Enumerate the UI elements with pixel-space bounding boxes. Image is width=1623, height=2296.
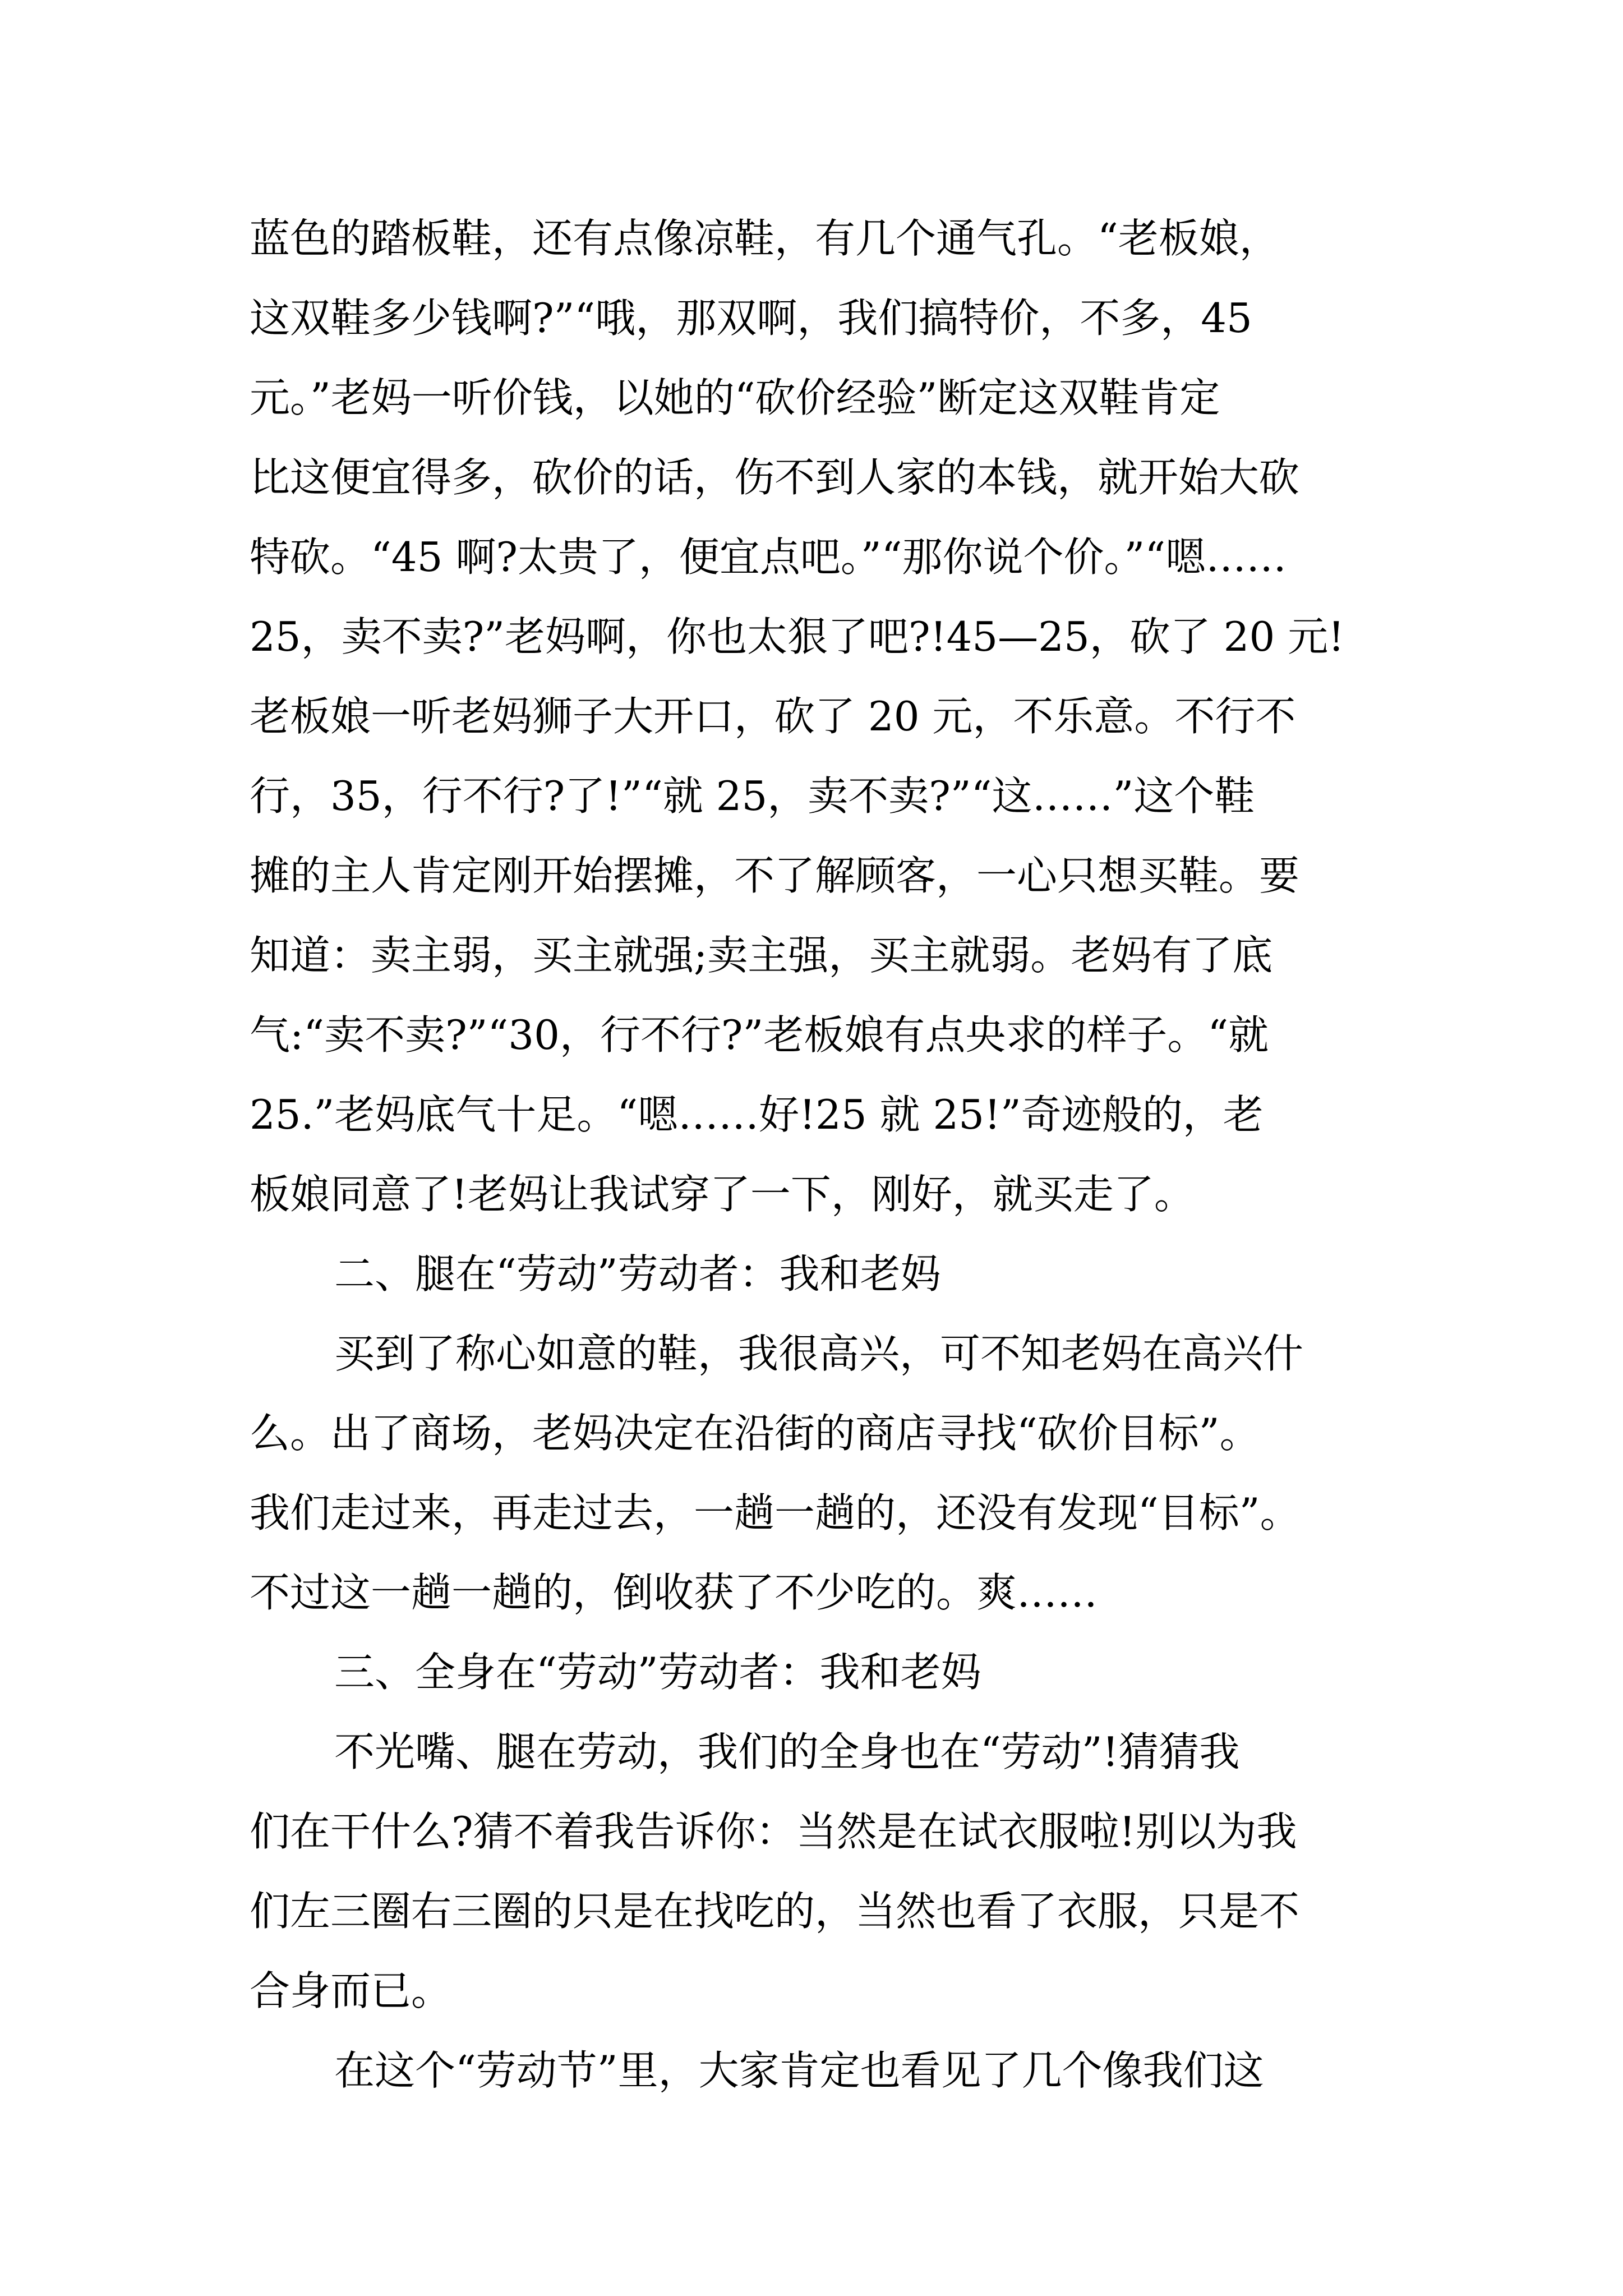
text-line: 摊的主人肯定刚开始摆摊，不了解顾客，一心只想买鞋。要: [250, 852, 1300, 899]
text-line: 元。”老妈一听价钱，以她的“砍价经验”断定这双鞋肯定: [250, 374, 1220, 421]
text-line: 这双鞋多少钱啊?”“哦，那双啊，我们搞特价，不多，45: [250, 295, 1252, 342]
text-line: 老板娘一听老妈狮子大开口，砍了 20 元，不乐意。不行不: [250, 693, 1296, 740]
text-line: 25.”老妈底气十足。“嗯……好!25 就 25!”奇迹般的，老: [250, 1091, 1264, 1138]
text-line: 我们走过来，再走过去，一趟一趟的，还没有发现“目标”。: [250, 1489, 1301, 1536]
text-line: 25，卖不卖?”老妈啊，你也太狠了吧?!45—25，砍了 20 元!: [250, 613, 1345, 660]
text-line: 特砍。“45 啊?太贵了，便宜点吧。”“那你说个价。”“嗯……: [250, 533, 1287, 581]
text-line: 不过这一趟一趟的，倒收获了不少吃的。爽……: [250, 1569, 1098, 1616]
text-line: 合身而已。: [250, 1967, 452, 2014]
text-line: 么。出了商场，老妈决定在沿街的商店寻找“砍价目标”。: [250, 1410, 1260, 1457]
text-line: 知道：卖主弱，买主就强;卖主强，买主就弱。老妈有了底: [250, 932, 1273, 979]
text-line: 气:“卖不卖?”“30，行不行?”老板娘有点央求的样子。“就: [250, 1011, 1269, 1059]
text-line: 买到了称心如意的鞋，我很高兴，可不知老妈在高兴什: [334, 1330, 1304, 1377]
text-line: 在这个“劳动节”里，大家肯定也看见了几个像我们这: [334, 2047, 1264, 2094]
text-line: 比这便宜得多，砍价的话，伤不到人家的本钱，就开始大砍: [250, 454, 1300, 501]
text-line: 不光嘴、腿在劳动，我们的全身也在“劳动”!猜猜我: [334, 1728, 1240, 1775]
section-heading: 二、腿在“劳动”劳动者：我和老妈: [334, 1250, 941, 1297]
text-line: 行，35，行不行?了!”“就 25，卖不卖?”“这……”这个鞋: [250, 772, 1255, 820]
text-line: 蓝色的踏板鞋，还有点像凉鞋，有几个通气孔。“老板娘，: [250, 215, 1280, 262]
text-line: 们在干什么?猜不着我告诉你：当然是在试衣服啦!别以为我: [250, 1808, 1297, 1855]
text-line: 板娘同意了!老妈让我试穿了一下，刚好，就买走了。: [250, 1171, 1195, 1218]
section-heading: 三、全身在“劳动”劳动者：我和老妈: [334, 1649, 981, 1696]
text-line: 们左三圈右三圈的只是在找吃的，当然也看了衣服，只是不: [250, 1888, 1300, 1935]
